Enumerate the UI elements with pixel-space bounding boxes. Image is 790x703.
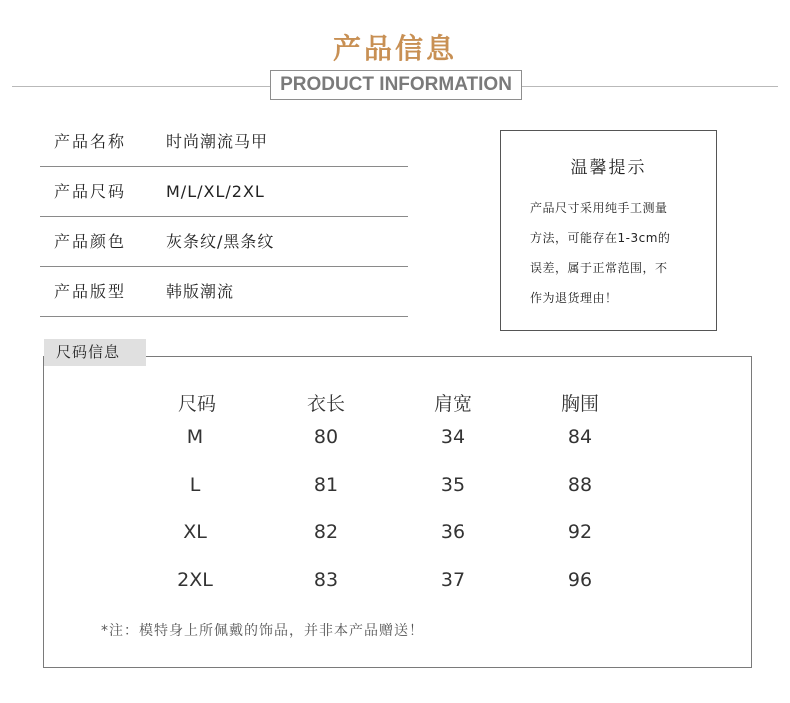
table-cell: 88 — [567, 474, 593, 496]
size-info-tab: 尺码信息 — [44, 339, 146, 366]
product-name-value: 时尚潮流马甲 — [166, 132, 269, 151]
table-cell: 35 — [440, 474, 466, 496]
product-info-row-fit — [40, 268, 408, 317]
notice-title: 温馨提示 — [570, 158, 647, 178]
product-fit-value: 韩版潮流 — [166, 282, 235, 301]
notice-line: 产品尺寸采用纯手工测量 — [530, 201, 668, 215]
notice-line: 误差，属于正常范围，不 — [530, 261, 668, 275]
table-cell: XL — [183, 521, 207, 543]
product-info-row-size — [40, 168, 408, 217]
table-cell: 81 — [313, 474, 339, 496]
size-header-size: 尺码 — [177, 393, 216, 415]
table-cell: 96 — [567, 569, 593, 591]
table-cell: 37 — [440, 569, 466, 591]
notice-box — [500, 130, 717, 331]
table-cell: 2XL — [177, 569, 213, 591]
size-header-shoulder: 肩宽 — [433, 393, 472, 415]
table-cell: 92 — [567, 521, 593, 543]
product-color-value: 灰条纹/黑条纹 — [166, 232, 275, 251]
size-header-length: 衣长 — [306, 393, 345, 415]
product-name-label: 产品名称 — [54, 132, 127, 151]
table-cell: 84 — [567, 426, 593, 448]
product-color-label: 产品颜色 — [54, 232, 127, 251]
table-cell: L — [189, 474, 201, 496]
size-header-chest: 胸围 — [560, 393, 599, 415]
table-cell: 34 — [440, 426, 466, 448]
page-title: 产品信息 — [332, 32, 457, 65]
product-size-value: M/L/XL/2XL — [166, 182, 265, 201]
product-info-row-color — [40, 218, 408, 267]
product-info-row-name — [40, 118, 408, 167]
product-size-label: 产品尺码 — [54, 182, 127, 201]
size-footnote: *注：模特身上所佩戴的饰品，并非本产品赠送！ — [101, 623, 424, 639]
page-subtitle: PRODUCT INFORMATION — [270, 70, 522, 100]
table-cell: 83 — [313, 569, 339, 591]
product-fit-label: 产品版型 — [54, 282, 127, 301]
notice-line: 方法，可能存在1-3cm的 — [530, 231, 671, 245]
table-cell: 80 — [313, 426, 339, 448]
table-cell: 82 — [313, 521, 339, 543]
table-cell: M — [186, 426, 204, 448]
table-cell: 36 — [440, 521, 466, 543]
notice-text — [530, 193, 702, 313]
notice-line: 作为退货理由！ — [530, 291, 618, 305]
